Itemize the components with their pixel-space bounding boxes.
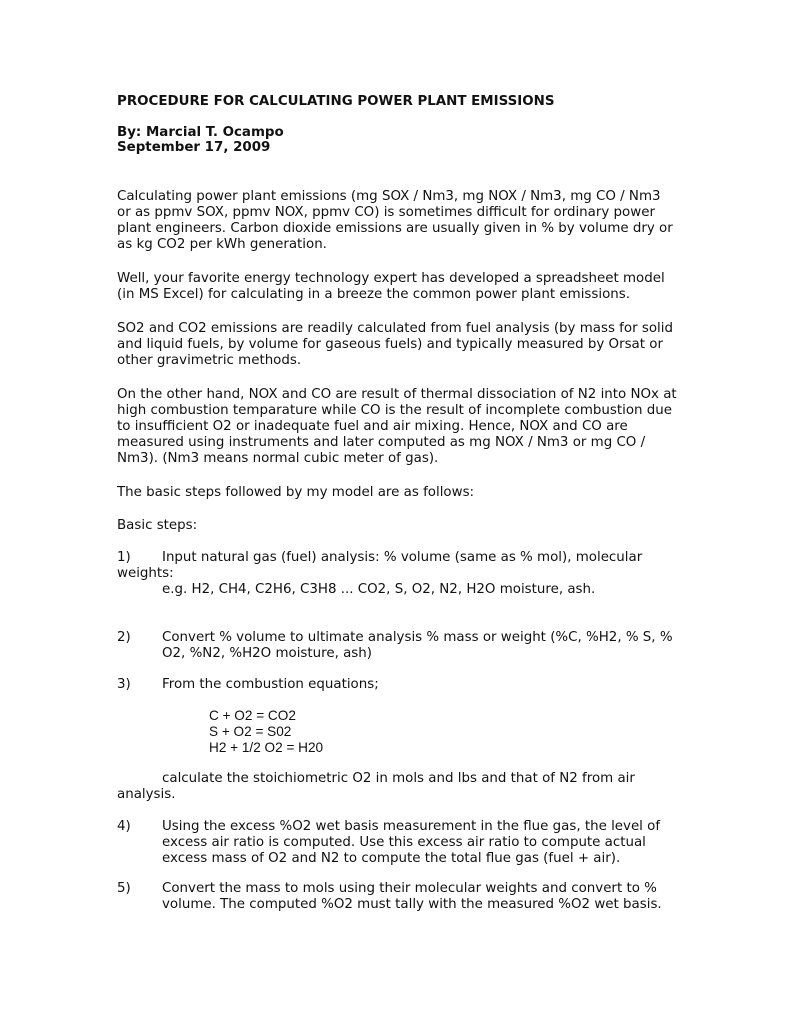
step-number-2: 2) <box>117 630 131 645</box>
document-title: PROCEDURE FOR CALCULATING POWER PLANT EMISSIONS <box>117 94 555 109</box>
paragraph-steps-intro: The basic steps followed by my model are as follows: <box>117 485 475 500</box>
step-number-5: 5) <box>117 881 131 896</box>
equation-carbon: C + O2 = CO2 <box>209 708 296 723</box>
paragraph-intro: Calculating power plant emissions (mg SOX / Nm3, mg NOX / Nm3, mg CO / Nm3 or as ppmv SOX, ppmv NOX, ppmv CO) is sometimes difficult for ordinary power plant engineers. Carbon dioxide emissions are usually given in % by volume dry or as kg CO2 per kWh generation. <box>117 189 673 252</box>
step-3-followup: calculate the stoichiometric O2 in mols and lbs and that of N2 from air <box>162 771 635 786</box>
step-text-3: From the combustion equations; <box>162 677 379 692</box>
equation-hydrogen: H2 + 1/2 O2 = H20 <box>209 740 324 755</box>
step-3-followup-cont: analysis. <box>117 787 176 802</box>
step-example-1: e.g. H2, CH4, C2H6, C3H8 ... CO2, S, O2, N2, H2O moisture, ash. <box>162 582 596 597</box>
equation-sulfur: S + O2 = S02 <box>209 724 292 739</box>
step-text-4: Using the excess %O2 wet basis measurement in the flue gas, the level of excess air ratio is computed. Use this excess air ratio to compute actual excess mass of O2 and N2 to compute the total flue gas (fuel + air). <box>162 819 661 866</box>
paragraph-basic-steps: Basic steps: <box>117 518 198 533</box>
step-number-4: 4) <box>117 819 131 834</box>
step-text-2: Convert % volume to ultimate analysis % mass or weight (%C, %H2, % S, % O2, %N2, %H2O moisture, ash) <box>162 630 673 661</box>
step-text-1: Input natural gas (fuel) analysis: % volume (same as % mol), molecular <box>162 550 643 565</box>
step-number-1: 1) <box>117 550 131 565</box>
author-line: By: Marcial T. Ocampo <box>117 125 284 140</box>
step-continuation-1: weights: <box>117 566 174 581</box>
paragraph-so2-co2: SO2 and CO2 emissions are readily calculated from fuel analysis (by mass for solid and liquid fuels, by volume for gaseous fuels) and typically measured by Orsat or other gravimetric methods. <box>117 321 673 368</box>
paragraph-nox-co: On the other hand, NOX and CO are result of thermal dissociation of N2 into NOx at high combustion temparature while CO is the result of incomplete combustion due to insufficient O2 or inadequate fuel and air mixing. Hence, NOX and CO are measured using instruments and later computed as mg NOX / Nm3 or mg CO / Nm3). (Nm3 means normal cubic meter of gas). <box>117 387 677 466</box>
combustion-equations <box>209 708 323 756</box>
paragraph-model: Well, your favorite energy technology expert has developed a spreadsheet model (in MS Excel) for calculating in a breeze the common power plant emissions. <box>117 271 665 302</box>
step-number-3: 3) <box>117 677 131 692</box>
step-text-5: Convert the mass to mols using their molecular weights and convert to % volume. The computed %O2 must tally with the measured %O2 wet basis. <box>162 881 662 912</box>
date-line: September 17, 2009 <box>117 140 271 155</box>
